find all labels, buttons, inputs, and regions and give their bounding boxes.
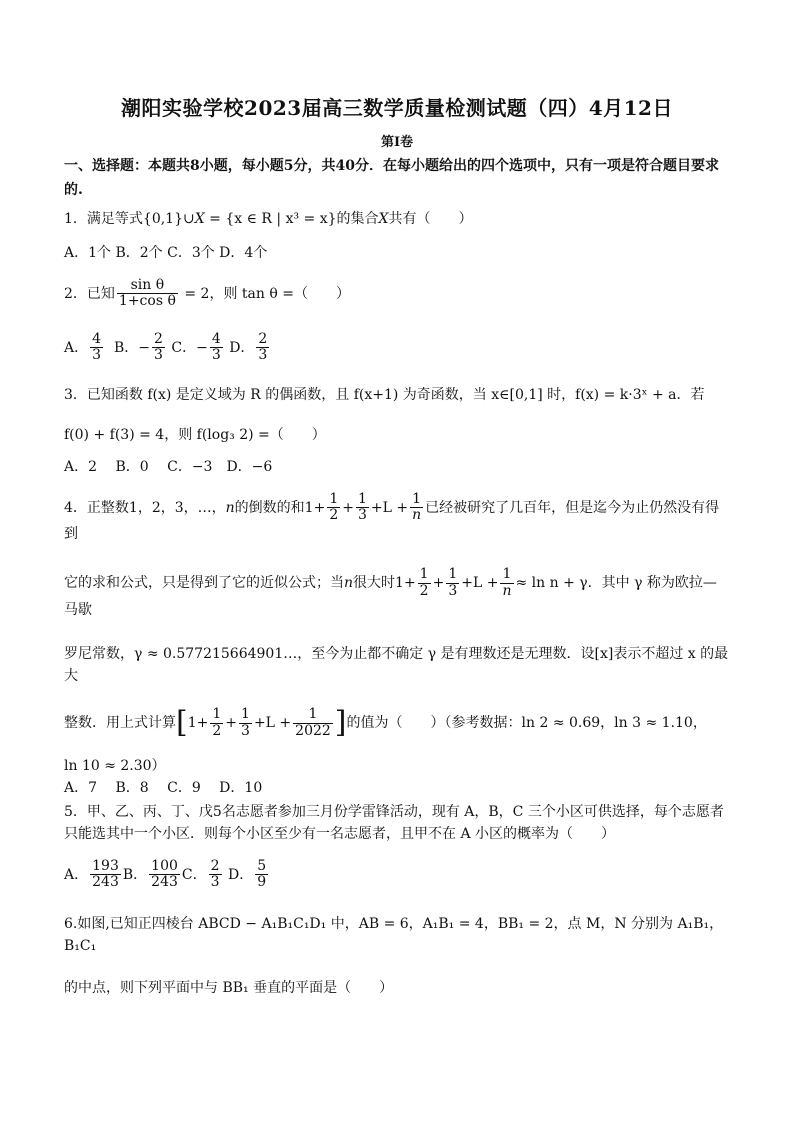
- q2-opt-a-den: 3: [92, 347, 102, 364]
- q2-opt-b: [152, 332, 165, 364]
- q4-l4-b: 的值为（ ）（参考数据：ln 2 ≈ 0.69，ln 3 ≈ 1.10，: [346, 715, 707, 732]
- q2-opt-c: [210, 332, 223, 364]
- q4-l4-last-n: 1: [293, 707, 333, 723]
- q4-l2-half-n: 1: [419, 566, 429, 583]
- q4-l1-sum-lead: 1+: [304, 499, 326, 516]
- exam-title: 潮阳实验学校2023届高三数学质量检测试题（四）4月12日: [121, 96, 673, 120]
- q4-l2-last-d: n: [502, 582, 512, 599]
- q5-opt-d-num: 5: [257, 857, 267, 874]
- q2-opt-d-label: D．: [229, 339, 255, 356]
- question-1-stem: [64, 208, 730, 230]
- q2-opt-a-label: A．: [64, 339, 89, 356]
- q4-l1-half-n: 1: [329, 490, 339, 507]
- q4-l2-third-n: 1: [448, 566, 458, 583]
- q2-opt-a: [90, 332, 103, 364]
- q4-l4-a: 整数．用上式计算: [64, 715, 176, 732]
- question-1: [64, 208, 730, 264]
- q4-l1-half-d: 2: [329, 506, 339, 523]
- q2-opt-b-num: 2: [153, 330, 163, 347]
- q1-x-2: X: [378, 211, 389, 227]
- q5-opt-a-den: 243: [92, 874, 119, 891]
- question-6: [64, 913, 730, 999]
- q4-l1-b: 的倒数的和: [234, 499, 305, 516]
- q4-l4-half: [210, 707, 223, 739]
- q5-opt-d: [255, 859, 268, 891]
- q5-opt-a-num: 193: [92, 857, 119, 874]
- q4-l1-last: [410, 492, 423, 524]
- q4-l1-third-n: 1: [357, 490, 367, 507]
- q4-l2-n: n: [344, 575, 354, 592]
- q5-opt-b-label: B．: [122, 866, 148, 883]
- q4-l2-plus: +: [432, 575, 445, 592]
- q2-opt-b-den: 3: [153, 347, 163, 364]
- q4-l2-approx: ≈ ln n + γ: [515, 575, 588, 592]
- question-3-line-1: 3．已知函数 f(x) 是定义域为 R 的偶函数，且 f(x+1) 为奇函数，当 x∈[0,1] 时，f(x) = k·3ˣ + a．若: [64, 386, 705, 403]
- question-2-stem: [64, 278, 730, 310]
- q4-l4-half-d: 2: [212, 722, 222, 739]
- q1-suffix: 的集合: [336, 211, 379, 227]
- q4-l4-right-bracket: ]: [334, 705, 347, 741]
- q4-l2-c: ．其中 γ 称为欧拉—马歇: [64, 575, 717, 619]
- q4-l4-half-n: 1: [212, 706, 222, 723]
- question-6-line-2: 的中点，则下列平面中与 BB₁ 垂直的平面是（ ）: [64, 979, 394, 996]
- q5-opt-c-label: C．: [181, 866, 207, 883]
- volume-label: 第Ⅰ卷: [380, 135, 414, 150]
- q4-l1-n: n: [225, 499, 235, 516]
- q4-l1-last-n: 1: [410, 492, 423, 508]
- q4-l4-last-d: 2022: [295, 722, 331, 739]
- q4-l2-sum-lead: 1+: [395, 575, 416, 592]
- q4-l2-a: 它的求和公式，只是得到了它的近似公式；当: [64, 575, 344, 592]
- question-3: [64, 384, 730, 478]
- question-4: [64, 492, 730, 799]
- q5-opt-c: [209, 859, 222, 891]
- q2-prefix: 2．已知: [64, 285, 115, 302]
- q4-l1-last-d: n: [412, 506, 422, 523]
- q4-l4-sum-lead: 1+: [187, 715, 209, 732]
- q5-opt-b: [149, 859, 180, 891]
- q4-l4-left-bracket: [: [176, 705, 188, 741]
- question-4-line-2: [64, 567, 730, 621]
- q2-opt-d-num: 2: [258, 330, 268, 347]
- q2-eq: = 2，则 tan θ =（ ）: [179, 285, 350, 302]
- question-5-line-2: 只能选其中一个小区．则每个小区至少有一名志愿者，且甲不在 A 小区的概率为（ ）: [64, 825, 616, 842]
- q4-l1-a: 4．正整数1，2，3，…，: [64, 499, 226, 516]
- question-2: [64, 278, 730, 364]
- q2-opt-a-num: 4: [92, 330, 102, 347]
- question-5: [64, 801, 730, 891]
- q4-l2-dots: +L +: [461, 575, 499, 592]
- q4-l4-third-n: 1: [241, 706, 250, 723]
- q4-l2-half: [418, 567, 431, 599]
- question-5-options: [64, 859, 730, 891]
- q4-l2-half-d: 2: [419, 582, 429, 599]
- q4-l1-dots: +L +: [370, 499, 409, 516]
- q1-set-b: {x ∈ R | x³ = x}: [225, 211, 337, 227]
- q1-prefix: 1．满足等式: [64, 211, 143, 227]
- q4-l1-c: 已经被研究了几百年，但是迄今为止仍然没有得到: [64, 499, 720, 543]
- question-3-options: A．2 B．0 C．−3 D．−6: [64, 458, 273, 475]
- q5-opt-c-den: 3: [210, 874, 220, 891]
- question-4-line-3: 罗尼常数，γ ≈ 0.577215664901…，至今为止都不确定 γ 是有理数还是无理数．设[x]表示不超过 x 的最大: [64, 646, 729, 685]
- q5-opt-b-num: 100: [151, 857, 178, 874]
- question-3-line-2: f(0) + f(3) = 4，则 f(log₃ 2) =（ ）: [64, 426, 326, 443]
- q5-opt-a: [90, 859, 121, 891]
- q5-opt-d-den: 9: [257, 874, 267, 891]
- question-4-line-1: [64, 492, 730, 546]
- q1-suffix-2: 共有（ ）: [388, 211, 473, 227]
- q1-eq: =: [204, 211, 226, 227]
- q2-opt-c-num: 4: [211, 330, 221, 347]
- q4-l1-half: [327, 492, 340, 524]
- q4-l2-third: [446, 567, 459, 599]
- question-4-line-4: [64, 707, 730, 739]
- question-4-line-5: ln 10 ≈ 2.30）: [64, 757, 166, 774]
- q4-l4-third-d: 3: [241, 722, 250, 739]
- q4-l2-last-n: 1: [500, 567, 513, 583]
- q4-l2-last: [500, 567, 513, 599]
- q2-opt-d: [256, 332, 269, 364]
- q1-set-a: {0,1}: [142, 211, 184, 227]
- q4-l1-third-d: 3: [357, 506, 367, 523]
- q4-l1-plus: +: [342, 499, 354, 516]
- q2-opt-b-label: B．−: [113, 339, 150, 356]
- q2-fraction: [117, 278, 178, 310]
- q2-num: sin θ: [117, 278, 178, 294]
- q1-x: X: [194, 211, 205, 227]
- section-heading: 一、选择题：本题共8小题，每小题5分，共40分．在每小题给出的四个选项中，只有一项是符合题目要求的.: [64, 158, 719, 198]
- q2-opt-c-den: 3: [211, 347, 221, 364]
- question-4-options: A．7 B．8 C．9 D．10: [64, 779, 263, 796]
- q4-l4-dots: +L +: [253, 715, 292, 732]
- question-6-line-1: 6.如图,已知正四棱台 ABCD − A₁B₁C₁D₁ 中，AB = 6，A₁B₁ = 4，BB₁ = 2，点 M，N 分别为 A₁B₁，B₁C₁: [64, 915, 724, 954]
- q5-opt-c-num: 2: [210, 857, 220, 874]
- q5-opt-d-label: D．: [227, 866, 254, 883]
- q4-l1-third: [356, 492, 369, 524]
- q2-den: 1+cos θ: [118, 293, 176, 310]
- question-2-options: [64, 332, 730, 364]
- q5-opt-a-label: A．: [64, 866, 89, 883]
- question-5-line-1: 5．甲、乙、丙、丁、戊5名志愿者参加三月份学雷锋活动，现有 A，B，C 三个小区可供选择，每个志愿者: [64, 803, 724, 820]
- q4-l4-third: [239, 707, 252, 739]
- question-1-options: A．1个 B．2个 C．3个 D．4个: [64, 245, 268, 261]
- q5-opt-b-den: 243: [151, 874, 178, 891]
- q4-l4-plus: +: [225, 715, 238, 732]
- q4-l2-third-d: 3: [448, 582, 458, 599]
- q1-union: ∪: [183, 211, 195, 227]
- q2-opt-d-den: 3: [258, 347, 268, 364]
- q4-l2-b: 很大时: [353, 575, 396, 592]
- q2-opt-c-label: C．−: [171, 339, 208, 356]
- q4-l4-last: [293, 707, 333, 739]
